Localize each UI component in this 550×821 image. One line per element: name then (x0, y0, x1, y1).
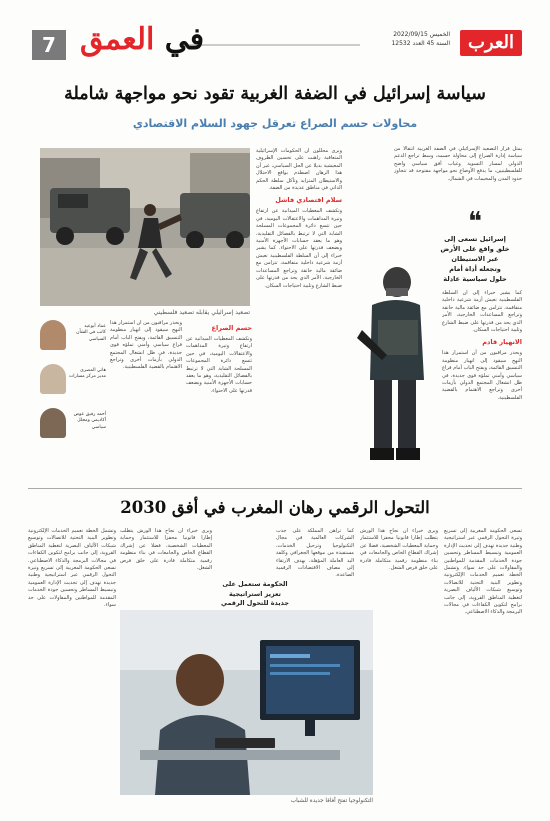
article1-subhead: محاولات حسم الصراع تعرقل جهود السلام الاقتصادي (132, 117, 418, 130)
article2-column-5 (120, 528, 212, 608)
article1-body-collapse: ويحذر مراقبون من أن استمرار هذا النهج سيقود إلى انهيار منظومة التنسيق القائمة، ويفتح الباب أمام فراغ سياسي وأمني تملؤه قوى جديدة، في ظل انشغال المجتمع الدولي بأزمات أخرى وتراجع الاهتمام بالقضية الفلسطينية. (442, 350, 522, 401)
contributor-name: هاني المصري (80, 368, 106, 373)
article1-body-middle: ويرى محللون أن الحكومات الإسرائيلية المتعاقبة راهنت على تحسين الظروف المعيشية بديلا عن الحل السياسي، غير أن هذا الرهان اصطدم بواقع الاحتلال والاستيطان المتزايد وتآكل سلطة الحكم الذاتي في مناطق عديدة من الضفة. (256, 148, 342, 192)
article2-body-4: وتشمل الخطة تعميم الخدمات الإلكترونية وتطوير البنية التحتية للاتصالات وتوسيع شبكات الألياف البصرية لتغطية المناطق القروية، إلى جانب برامج لتكوين الكفاءات في مجالات البرمجة والذكاء الاصطناعي. (28, 528, 116, 564)
article2-body-4b: تسعى الحكومة المغربية إلى تسريع وتيرة التحول الرقمي عبر استراتيجية وطنية جديدة تهدف إلى تحديث الإدارة العمومية وتبسيط المساطر وتحسين جودة الخدمات المقدمة للمواطنين والمقاولات على حد سواء. (28, 565, 116, 609)
article1-column-right (442, 290, 522, 480)
article2-body-3: كما تراهن المملكة على جذب الشركات العالمية في مجال التكنولوجيا وترحيل الخدمات، مستفيدة من موقعها الجغرافي وكلفة اليد العاملة المؤهلة، بهدف الارتقاء إلى مصاف الاقتصادات الرقمية الصاعدة. (276, 528, 354, 579)
article1-photo-caption: تصعيد إسرائيلي يقابله تصعيد فلسطيني (153, 309, 250, 316)
photo-woman-computer (120, 610, 373, 795)
article1-crosshead-economic: سلام اقتصادي فاشل (275, 196, 342, 205)
article1-crosshead-settle: حسم الصراع (211, 324, 252, 332)
article1-quote-text: إسرائيل تسعى إلى خلق واقع على الأرض عبر الاستيطان وتجعله أداة أمام حلول سياسية عادلة (440, 235, 510, 283)
article2-column-2 (360, 528, 438, 608)
section-divider-line (28, 488, 522, 489)
article1-body-left-b: وتكشف المعطيات الميدانية عن ارتفاع وتيرة المداهمات والاعتقالات اليومية، في حين تتسع دائرة المجموعات المسلحة الشابة التي لا ترتبط بالفصائل التقليدية، وهو ما يعقد حسابات الأجهزة الأمنية ويضعف قدرتها على الاحتواء. (186, 336, 252, 394)
article1-column-lead (394, 146, 522, 208)
article1-column-left-b (186, 320, 252, 482)
article1-body-middle-2: كما يشير خبراء إلى أن السلطة الفلسطينية تعيش أزمة شرعية داخلية متفاقمة، تتزامن مع ضائقة مالية خانقة وتراجع المساعدات الخارجية، الأمر الذي يحد من قدرتها على ضبط الشارع وتلبية احتياجات السكان. (256, 245, 342, 289)
section-divider (180, 44, 360, 46)
section-title (80, 22, 204, 57)
contributor-name: عماد أبوعيد (84, 324, 106, 329)
article1-headline: سياسة إسرائيل في الضفة الغربية تقود نحو مواجهة شاملة (64, 84, 486, 104)
issue-date: الخميس 2022/09/15 (393, 31, 450, 38)
article1-column-middle (256, 148, 342, 482)
article1-body-right: كما يشير خبراء إلى أن السلطة الفلسطينية تعيش أزمة شرعية داخلية متفاقمة، تتزامن مع ضائقة مالية خانقة وتراجع المساعدات الخارجية، الأمر الذي يحد من قدرتها على ضبط الشارع وتلبية احتياجات السكان. (442, 290, 522, 334)
quote-mark-icon: ❝ (468, 207, 482, 237)
article2-column-4 (28, 528, 116, 793)
newspaper-logo: العرب (460, 30, 522, 56)
article2-column-1 (444, 528, 522, 793)
soldier-illustration (342, 260, 442, 480)
article1-crosshead-collapse: الانهيار قادم (482, 338, 522, 347)
article2-headline: التحول الرقمي رهان المغرب في أفق 2030 (120, 498, 430, 517)
article2-photo-caption: التكنولوجيا تفتح آفاقا جديدة للشباب (290, 798, 373, 804)
contributor-card (40, 408, 106, 444)
contributor-role: مدير مركز مسارات (68, 374, 106, 380)
avatar (40, 364, 66, 394)
section-title-accent: العمق (80, 22, 155, 57)
issue-info (370, 30, 450, 48)
contributor-role: أكاديمي ومحلل سياسي (77, 418, 106, 430)
masthead (0, 0, 550, 68)
article1-body-left-a: ويحذر مراقبون من أن استمرار هذا النهج سيقود إلى انهيار منظومة التنسيق القائمة، ويفتح الباب أمام فراغ سياسي وأمني تملؤه قوى جديدة، في ظل انشغال المجتمع الدولي بأزمات أخرى وتراجع الاهتمام بالقضية الفلسطينية. (110, 320, 182, 371)
contributor-card (40, 364, 106, 400)
article2-quote-text: الحكومة ستعمل على تعزيز استراتيجية جديدة للتحول الرقمي (221, 580, 289, 608)
avatar (40, 320, 66, 350)
computer-scene-illustration (120, 610, 373, 795)
contributors-column (40, 320, 106, 452)
issue-number: السنة 45 العدد 12532 (391, 40, 450, 47)
contributor-role: كاتب في الشأن السياسي (76, 330, 106, 342)
article1-pull-quote (440, 207, 510, 284)
photo-soldier (342, 260, 442, 480)
contributor-name: أحمد رفيق عوض (73, 412, 106, 417)
article2-body-1b: وتشمل الخطة تعميم الخدمات الإلكترونية وتطوير البنية التحتية للاتصالات وتوسيع شبكات الألياف البصرية لتغطية المناطق القروية، إلى جانب برامج لتكوين الكفاءات في مجالات البرمجة والذكاء الاصطناعي. (444, 565, 522, 616)
article1-column-left-a (110, 320, 182, 482)
section-title-prefix: في (164, 22, 205, 57)
avatar (40, 408, 66, 438)
page-number: 7 (32, 30, 66, 60)
street-scene-illustration (40, 148, 250, 306)
article1-body-economic: وتكشف المعطيات الميدانية عن ارتفاع وتيرة المداهمات والاعتقالات اليومية، في حين تتسع دائرة المجموعات المسلحة الشابة التي لا ترتبط بالفصائل التقليدية، وهو ما يعقد حسابات الأجهزة الأمنية ويضعف قدرتها على الاحتواء. (256, 208, 342, 252)
article2-body-2: ويرى خبراء أن نجاح هذا الورش يتطلب إطارا قانونيا محفزا للاستثمار وحماية المعطيات الشخصية، فضلا عن إشراك القطاع الخاص والجامعات في بناء منظومة رقمية متكاملة قادرة على خلق فرص الشغل. (360, 528, 438, 572)
article2-body-5: ويرى خبراء أن نجاح هذا الورش يتطلب إطارا قانونيا محفزا للاستثمار وحماية المعطيات الشخصية، فضلا عن إشراك القطاع الخاص والجامعات في بناء منظومة رقمية متكاملة قادرة على خلق فرص الشغل. (120, 528, 212, 572)
contributor-card (40, 320, 106, 356)
article2-body-1: تسعى الحكومة المغربية إلى تسريع وتيرة التحول الرقمي عبر استراتيجية وطنية جديدة تهدف إلى تحديث الإدارة العمومية وتبسيط المساطر وتحسين جودة الخدمات المقدمة للمواطنين والمقاولات على حد سواء. (444, 528, 522, 572)
photo-soldiers-street (40, 148, 250, 306)
article1-body-lead: يمثل قرار التصعيد الإسرائيلي في الضفة الغربية انتقالا من سياسة إدارة الصراع إلى محاولة حسمه، وسط تراجع الدعم الدولي لمسار التسوية وغياب أفق سياسي واضح للفلسطينيين، ما يدفع الأوضاع نحو مواجهة مفتوحة قد تتجاوز حدود المدن والمخيمات في الشمال. (394, 146, 522, 182)
